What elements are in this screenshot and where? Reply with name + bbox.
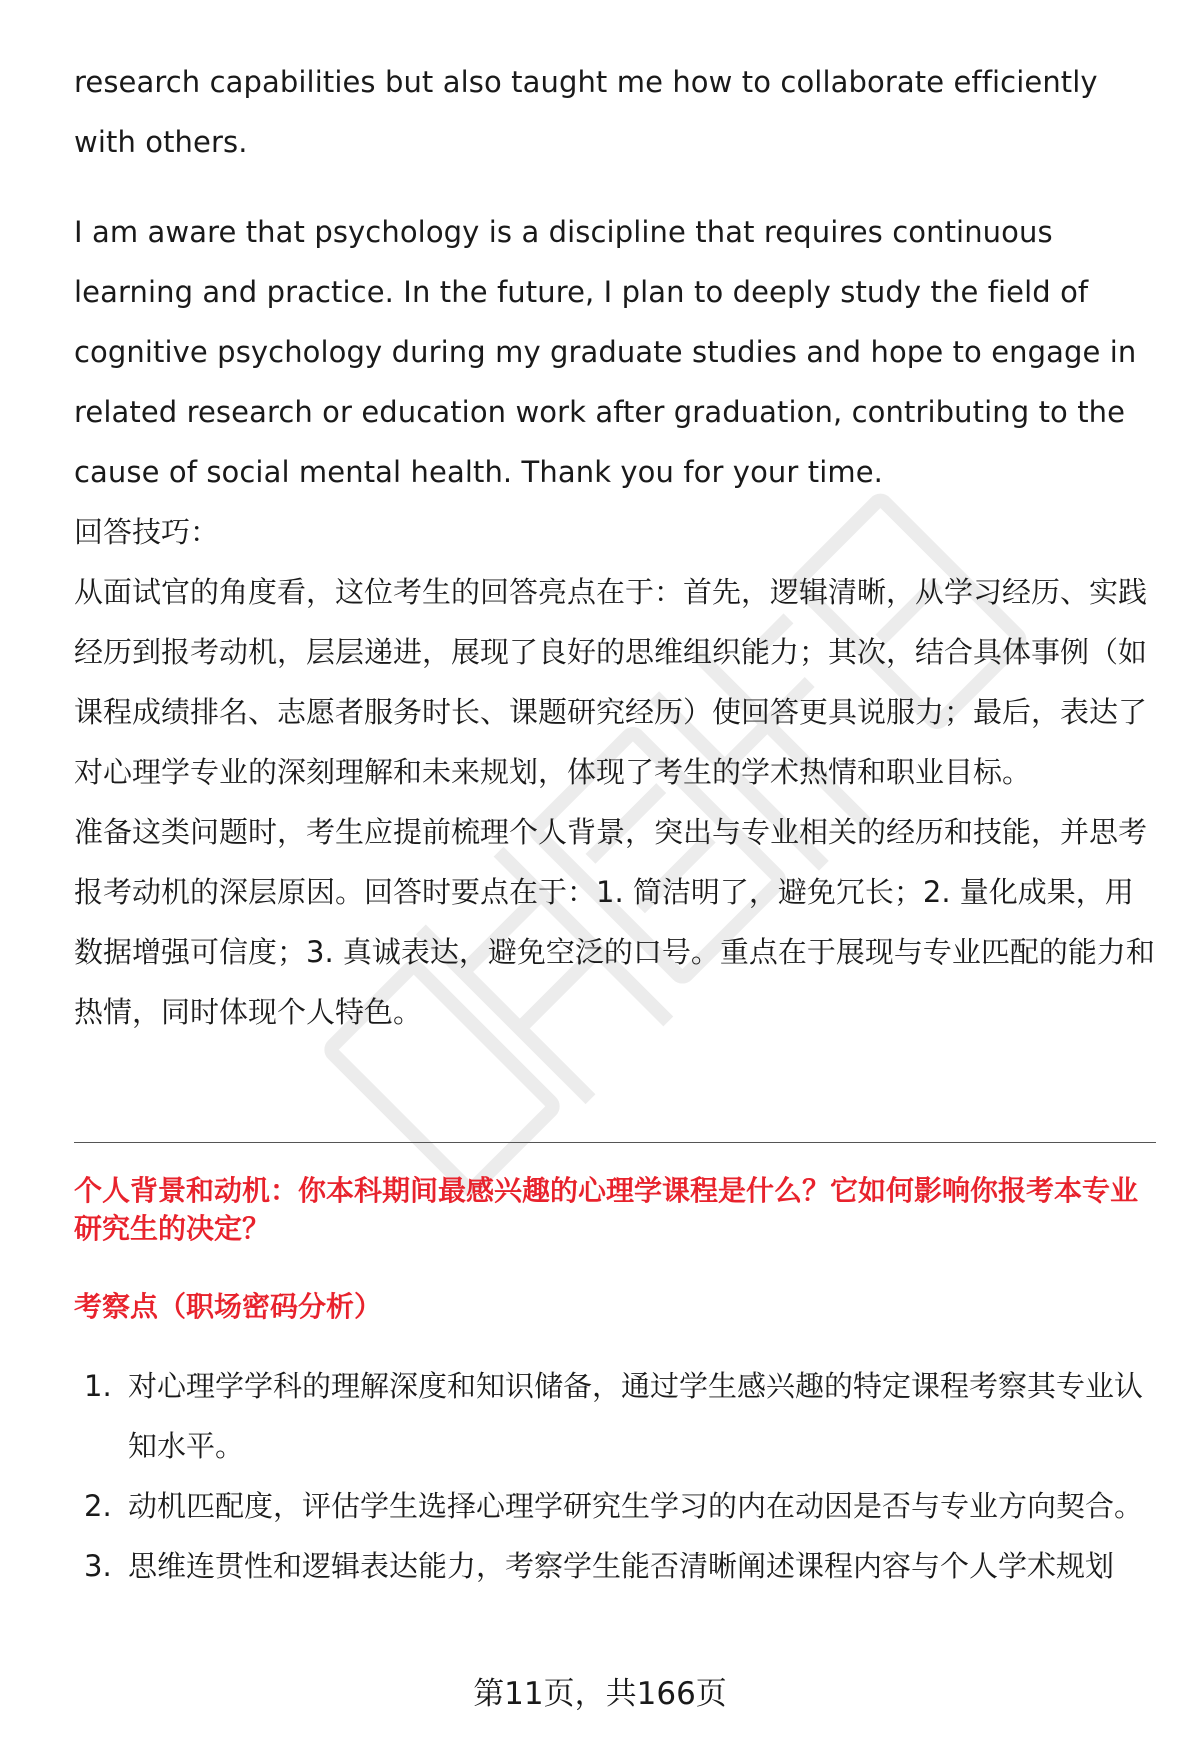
tips-label: 回答技巧： — [74, 515, 220, 549]
page-number-footer: 第11页，共166页 — [473, 1676, 727, 1712]
tips-paragraph-2: 准备这类问题时，考生应提前梳理个人背景，突出与专业相关的经历和技能，并思考报考动机的深层原因。回答时要点在于：1. 简洁明了，避免冗长；2. 量化成果，用数据增强可信度；3. 真诚表达，避免空泛的口号。重点在于展现与专业匹配的能力和热情，同时体现个人特色。 — [74, 815, 1155, 1029]
list-item-text: 动机匹配度，评估学生选择心理学研究生学习的内在动因是否与专业方向契合。 — [128, 1489, 1144, 1523]
list-item-number: 2. — [84, 1489, 112, 1523]
list-item-text: 思维连贯性和逻辑表达能力，考察学生能否清晰阐述课程内容与个人学术规划 — [128, 1549, 1115, 1583]
list-item — [74, 1536, 1156, 1596]
list-item — [74, 1356, 1156, 1476]
english-paragraph-2: I am aware that psychology is a discipline that requires continuous learning and practice. In the future, I plan to deeply study the field of cognitive psychology during my graduate studies and hope to engage in related research or education work after graduation, contributing to the cause of social mental health. Thank you for your time. — [74, 215, 1137, 489]
english-paragraph-1: research capabilities but also taught me how to collaborate efficiently with others. — [74, 65, 1098, 159]
tips-paragraph-1: 从面试官的角度看，这位考生的回答亮点在于：首先，逻辑清晰，从学习经历、实践经历到报考动机，层层递进，展现了良好的思维组织能力；其次，结合具体事例（如课程成绩排名、志愿者服务时长、课题研究经历）使回答更具说服力；最后，表达了对心理学专业的深刻理解和未来规划，体现了考生的学术热情和职业目标。 — [74, 575, 1148, 789]
list-item-number: 1. — [84, 1369, 112, 1403]
list-item — [74, 1476, 1156, 1536]
assessment-points-list — [74, 1356, 1156, 1596]
question-heading: 个人背景和动机：你本科期间最感兴趣的心理学课程是什么？它如何影响你报考本专业研究生的决定？ — [74, 1174, 1139, 1245]
page-body — [74, 52, 1156, 1042]
assessment-points-heading: 考察点（职场密码分析） — [74, 1290, 383, 1323]
list-item-text: 对心理学学科的理解深度和知识储备，通过学生感兴趣的特定课程考察其专业认知水平。 — [128, 1369, 1144, 1463]
list-item-number: 3. — [84, 1549, 112, 1583]
section-divider — [74, 1142, 1156, 1143]
